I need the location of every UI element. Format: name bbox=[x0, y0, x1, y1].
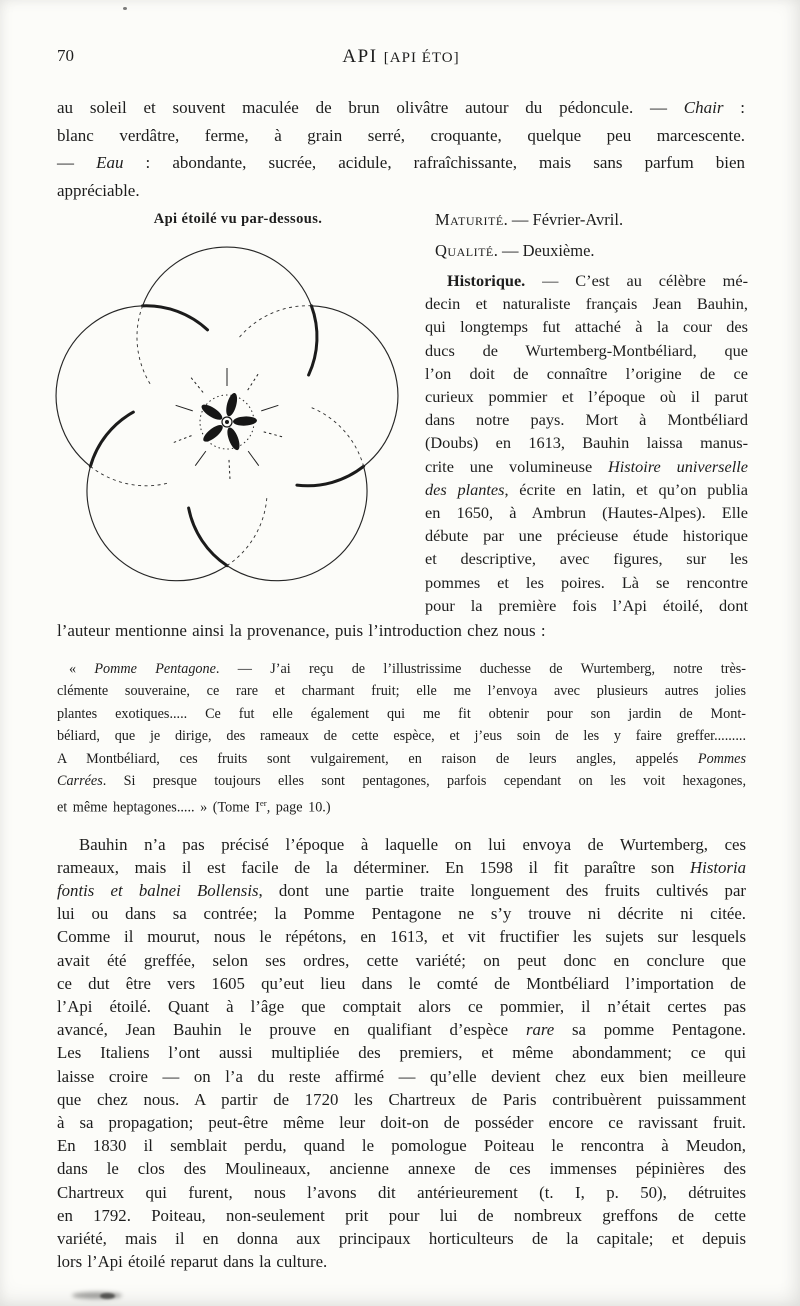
text-line: pour la première fois l’Api étoilé, dont bbox=[425, 595, 748, 615]
text-line: decin et naturaliste français Jean Bauhin, bbox=[425, 294, 748, 314]
intro-paragraph bbox=[57, 94, 745, 204]
text-line: « Pomme Pentagone. — J’ai reçu de l’illustrissime duchesse de Wurtemberg, notre très- bbox=[69, 661, 746, 678]
text-line: variété, mais il en donna aux principaux horticulteurs de la capitale; et depuis bbox=[57, 1229, 746, 1249]
text-line: en 1792. Poiteau, non-seulement prit pour lui de nombreux greffons de cette bbox=[57, 1205, 746, 1225]
running-title-main: API bbox=[342, 46, 378, 67]
text-line: Les Italiens l’ont aussi multipliée des premiers, et même abondamment; ce qui bbox=[57, 1043, 746, 1063]
text-line: dans notre pays. Mort à Montbéliard bbox=[425, 410, 748, 430]
text-run: Pomme Pentagone bbox=[94, 661, 216, 678]
text-line: En 1830 il semblait perdu, quand le pomologue Poiteau le rencontra à Meudon, bbox=[57, 1136, 746, 1156]
text-line: à sa propagation; peut-être même leur doit-on de posséder encore ce ravissant fruit. bbox=[57, 1113, 746, 1133]
text-line: l’auteur mentionne ainsi la provenance, puis l’introduction chez nous : bbox=[57, 621, 546, 641]
text-line: ce dut être vers 1605 qu’eut lieu dans le comté de Montbéliard l’importation de bbox=[57, 973, 746, 993]
text-run: Maturité bbox=[435, 210, 504, 229]
text-line: A Montbéliard, ces fruits sont vulgairement, en raison de leurs angles, appelés Pommes bbox=[57, 750, 746, 767]
figure-column bbox=[57, 208, 419, 617]
text-line: pommes et les poires. Là se rencontre bbox=[425, 572, 748, 592]
text-line: et descriptive, avec figures, sur les bbox=[425, 549, 748, 569]
figure-caption: Api étoilé vu par-dessous. bbox=[153, 211, 323, 227]
text-line: Historique. — C’est au célèbre mé- bbox=[447, 271, 748, 290]
text-line: en 1650, à Ambrun (Hautes-Alpes). Elle bbox=[425, 503, 748, 523]
text-run: rare bbox=[525, 1020, 555, 1040]
text-line: clémente souveraine, ce rare et charmant fruit; elle me l’envoya avec plusieurs autres jolies bbox=[57, 683, 746, 700]
text-line: ducs de Wurtemberg-Montbéliard, que bbox=[425, 340, 748, 360]
text-line: qui longtemps fut attaché à la cour des bbox=[425, 317, 748, 337]
text-line: Carrées. Si presque toujours elles sont pentagones, parfois cependant on les voit hexagones, bbox=[57, 773, 746, 790]
figure-lobe-creases bbox=[86, 301, 365, 569]
text-run: fontis et balnei Bollensis bbox=[57, 881, 259, 901]
main-paragraph bbox=[57, 833, 746, 1274]
text-line: crite une volumineuse Histoire universelle bbox=[425, 456, 749, 476]
text-line: béliard, que je dirige, des rameaux de cette espèce, et j’eus soin de les y faire greffer......... bbox=[57, 728, 746, 745]
maturity-text: Maturité. — Février-Avril. bbox=[435, 210, 624, 229]
scan-speck bbox=[123, 7, 127, 10]
apple-underside-figure bbox=[47, 232, 407, 604]
maturity-line bbox=[425, 208, 748, 231]
running-title-annex: [API ÉTO] bbox=[383, 50, 460, 66]
text-line: débute par une précieuse étude historique bbox=[425, 526, 748, 546]
text-line: blanc verdâtre, ferme, à grain serré, croquante, quelque peu marcescente. bbox=[57, 125, 745, 145]
text-run: Carrées bbox=[57, 773, 103, 790]
text-line: au soleil et souvent maculée de brun olivâtre autour du pédoncule. — Chair : bbox=[57, 98, 745, 117]
text-line: laisse croire — on l’a du reste affirmé — qu’elle devient chez eux bien meilleure bbox=[57, 1066, 746, 1086]
text-line: des plantes, écrite en latin, et qu’on publia bbox=[425, 479, 748, 499]
text-run: Historia bbox=[690, 857, 746, 877]
text-run: Qualité bbox=[435, 241, 494, 260]
text-run: Eau bbox=[96, 153, 124, 172]
historique-paragraph bbox=[425, 269, 748, 617]
page-number: 70 bbox=[57, 46, 74, 65]
figure-wrapper bbox=[47, 232, 419, 609]
bridge-line bbox=[57, 617, 745, 644]
text-line: l’on doit de connaître l’origine de ce bbox=[425, 363, 748, 383]
historique-column bbox=[419, 208, 748, 617]
text-line: avancé, Jean Bauhin le prouve en qualifiant d’espèce rare sa pomme Pentagone. bbox=[57, 1020, 746, 1040]
text-line: et même heptagones..... » (Tome Ier, page 10.) bbox=[57, 798, 331, 817]
text-line: Bauhin n’a pas précisé l’époque à laquelle on lui envoya de Wurtemberg, ces bbox=[79, 834, 746, 854]
text-line: (Doubs) en 1613, Bauhin laissa manus- bbox=[425, 433, 748, 453]
text-line: que chez nous. A partir de 1720 les Chartreux de Paris contribuèrent puissamment bbox=[57, 1089, 746, 1109]
text-line: dans le clos des Moulineaux, ancienne annexe de ces immenses pépinières des bbox=[57, 1159, 746, 1179]
text-line: lui ou dans sa contrée; la Pomme Pentagone ne s’y trouve ni décrite ni citée. bbox=[57, 904, 746, 924]
running-title bbox=[57, 46, 745, 68]
page-header bbox=[57, 46, 745, 70]
text-run: des plantes bbox=[425, 479, 505, 499]
text-line: plantes exotiques..... Ce fut elle également qui me fit obtenir pour son jardin de Mont- bbox=[57, 705, 746, 722]
text-line: avait été greffée, selon ses ordres, cette variété; on peut donc en conclure que bbox=[57, 950, 746, 970]
text-line: curieux pommier et l’époque où il parut bbox=[425, 387, 748, 407]
figure-calyx bbox=[199, 392, 257, 452]
text-line: appréciable. bbox=[57, 180, 140, 200]
text-run: Histoire universelle bbox=[608, 456, 749, 476]
text-line: lors l’Api étoilé reparut dans la culture. bbox=[57, 1252, 328, 1272]
scan-smudge-dark bbox=[100, 1293, 115, 1299]
text-line: rameaux, mais il est facile de la déterminer. En 1598 il fit paraître son Historia bbox=[57, 857, 746, 877]
text-line: fontis et balnei Bollensis, dont une partie traite longuement des fruits cultivés par bbox=[57, 881, 746, 901]
text-line: Comme il mourut, nous le répétons, en 1613, et vit fructifier les sujets sur lesquels bbox=[57, 927, 746, 947]
text-run: Pommes bbox=[697, 750, 746, 767]
quotation-block bbox=[57, 658, 746, 820]
text-line: l’Api étoilé. Quant à l’âge que comptait alors ce pommier, il n’était certes pas bbox=[57, 997, 746, 1017]
quality-text: Qualité. — Deuxième. bbox=[435, 241, 595, 260]
text-run: er bbox=[259, 798, 267, 809]
text-run: Historique. bbox=[447, 271, 526, 290]
figure-and-historique-section bbox=[57, 208, 748, 617]
quality-line bbox=[425, 239, 748, 262]
text-run: Chair bbox=[683, 98, 724, 117]
text-line: — Eau : abondante, sucrée, acidule, rafraîchissante, mais sans parfum bien bbox=[57, 153, 746, 172]
text-line: Chartreux qui furent, nous l’avons dit antérieurement (t. I, p. 50), détruites bbox=[57, 1182, 746, 1202]
